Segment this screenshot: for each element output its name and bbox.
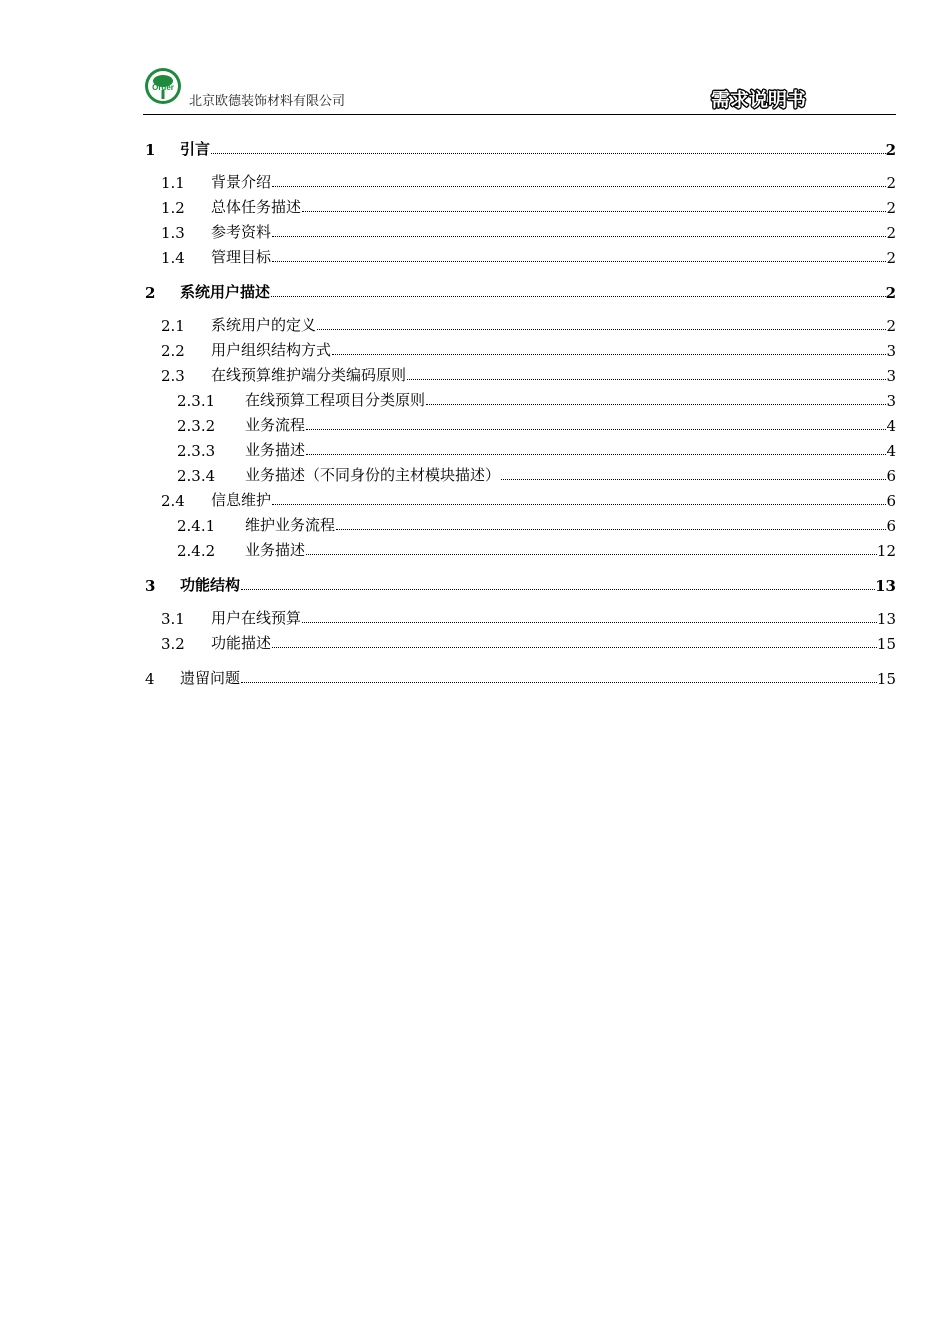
toc-entry[interactable] (143, 410, 896, 435)
toc-entry-title: 系统用户描述 (180, 283, 271, 301)
toc-entry-number: 1.1 (161, 174, 185, 192)
toc-entry-title: 功能描述 (211, 634, 272, 652)
toc-leader-dots (302, 621, 877, 623)
toc-leader-dots (272, 646, 877, 648)
toc-entry-number: 3.2 (161, 635, 185, 653)
toc-entry-title: 在线预算工程项目分类原则 (245, 391, 426, 409)
toc-entry-number: 2.1 (161, 317, 185, 335)
toc-entry-page: 6 (886, 517, 896, 535)
toc-entry-page: 2 (886, 224, 896, 242)
toc-entry[interactable] (143, 662, 896, 688)
toc-entry-number: 2.3 (161, 367, 185, 385)
toc-entry-title: 引言 (180, 140, 211, 158)
toc-entry-number: 3.1 (161, 610, 185, 628)
toc-entry-number: 1.4 (161, 249, 185, 267)
toc-entry[interactable] (143, 535, 896, 560)
toc-entry-number: 1.2 (161, 199, 185, 217)
toc-entry-page: 2 (886, 174, 896, 192)
toc-entry-title: 管理目标 (211, 248, 272, 266)
toc-leader-dots (306, 428, 886, 430)
document-title: 需求说明书 (710, 89, 806, 111)
toc-entry[interactable] (143, 133, 896, 159)
toc-leader-dots (241, 588, 875, 590)
toc-entry[interactable] (143, 335, 896, 360)
toc-entry-page: 3 (886, 342, 896, 360)
toc-entry-title: 维护业务流程 (245, 516, 336, 534)
toc-entry[interactable] (143, 360, 896, 385)
toc-entry-page: 2 (885, 284, 896, 302)
toc-entry-number: 2.4.1 (177, 517, 216, 535)
toc-entry-number: 2.4.2 (177, 542, 216, 560)
toc-entry-page: 2 (885, 141, 896, 159)
toc-entry-page: 15 (876, 670, 896, 688)
toc-entry-page: 4 (886, 417, 896, 435)
toc-entry-number: 2.2 (161, 342, 185, 360)
toc-entry-page: 13 (875, 577, 896, 595)
toc-entry-title: 信息维护 (211, 491, 272, 509)
toc-leader-dots (317, 328, 886, 330)
toc-entry-title: 参考资料 (211, 223, 272, 241)
toc-entry-page: 2 (886, 249, 896, 267)
toc-leader-dots (336, 528, 886, 530)
toc-leader-dots (332, 353, 886, 355)
toc-entry-title: 业务流程 (245, 416, 306, 434)
toc-entry-number: 1.3 (161, 224, 185, 242)
toc-entry-title: 业务描述（不同身份的主材模块描述） (245, 466, 501, 484)
toc-leader-dots (272, 260, 886, 262)
toc-entry[interactable] (143, 310, 896, 335)
toc-leader-dots (302, 210, 886, 212)
toc-entry-page: 13 (876, 610, 896, 628)
toc-entry[interactable] (143, 242, 896, 267)
logo-text: Order (152, 83, 174, 92)
toc-leader-dots (271, 295, 886, 297)
toc-entry[interactable] (143, 192, 896, 217)
toc-entry[interactable] (143, 276, 896, 302)
toc-entry[interactable] (143, 167, 896, 192)
company-logo (143, 66, 183, 106)
toc-entry-number: 2 (145, 284, 156, 302)
toc-entry-number: 4 (145, 670, 155, 688)
toc-leader-dots (211, 152, 886, 154)
toc-entry-number: 2.3.2 (177, 417, 216, 435)
toc-entry-title: 总体任务描述 (211, 198, 302, 216)
toc-entry-title: 遗留问题 (180, 669, 241, 687)
toc-leader-dots (306, 553, 877, 555)
toc-entry-title: 系统用户的定义 (211, 316, 317, 334)
toc-entry[interactable] (143, 460, 896, 485)
toc-entry[interactable] (143, 217, 896, 242)
toc-entry-title: 背景介绍 (211, 173, 272, 191)
toc-entry-number: 2.4 (161, 492, 185, 510)
toc-entry[interactable] (143, 435, 896, 460)
toc-leader-dots (272, 185, 886, 187)
toc-leader-dots (272, 503, 886, 505)
toc-leader-dots (426, 403, 886, 405)
toc-entry-page: 2 (886, 199, 896, 217)
toc-entry[interactable] (143, 385, 896, 410)
toc-entry-number: 2.3.1 (177, 392, 216, 410)
toc-leader-dots (501, 478, 886, 480)
toc-entry-number: 2.3.4 (177, 467, 216, 485)
page-header (143, 66, 896, 115)
toc-entry-page: 12 (876, 542, 896, 560)
company-name: 北京欧德装饰材料有限公司 (189, 94, 346, 109)
toc-entry[interactable] (143, 603, 896, 628)
toc-leader-dots (241, 681, 877, 683)
toc-entry-page: 2 (886, 317, 896, 335)
toc-entry-page: 6 (886, 467, 896, 485)
toc-entry[interactable] (143, 569, 896, 595)
toc-entry-number: 2.3.3 (177, 442, 216, 460)
toc-leader-dots (306, 453, 886, 455)
toc-entry-number: 1 (145, 141, 156, 159)
toc-entry-title: 业务描述 (245, 441, 306, 459)
toc-entry-title: 业务描述 (245, 541, 306, 559)
toc-entry-page: 6 (886, 492, 896, 510)
toc-entry-title: 功能结构 (180, 576, 241, 594)
toc-entry-title: 用户组织结构方式 (211, 341, 332, 359)
toc-entry-page: 3 (886, 392, 896, 410)
toc-entry-page: 4 (886, 442, 896, 460)
toc-entry[interactable] (143, 628, 896, 653)
toc-entry-page: 3 (886, 367, 896, 385)
toc-entry-page: 15 (876, 635, 896, 653)
table-of-contents (143, 133, 896, 688)
toc-entry-number: 3 (145, 577, 156, 595)
toc-leader-dots (407, 378, 886, 380)
toc-entry[interactable] (143, 510, 896, 535)
toc-entry-title: 在线预算维护端分类编码原则 (211, 366, 407, 384)
toc-leader-dots (272, 235, 886, 237)
toc-entry-title: 用户在线预算 (211, 609, 302, 627)
toc-entry[interactable] (143, 485, 896, 510)
